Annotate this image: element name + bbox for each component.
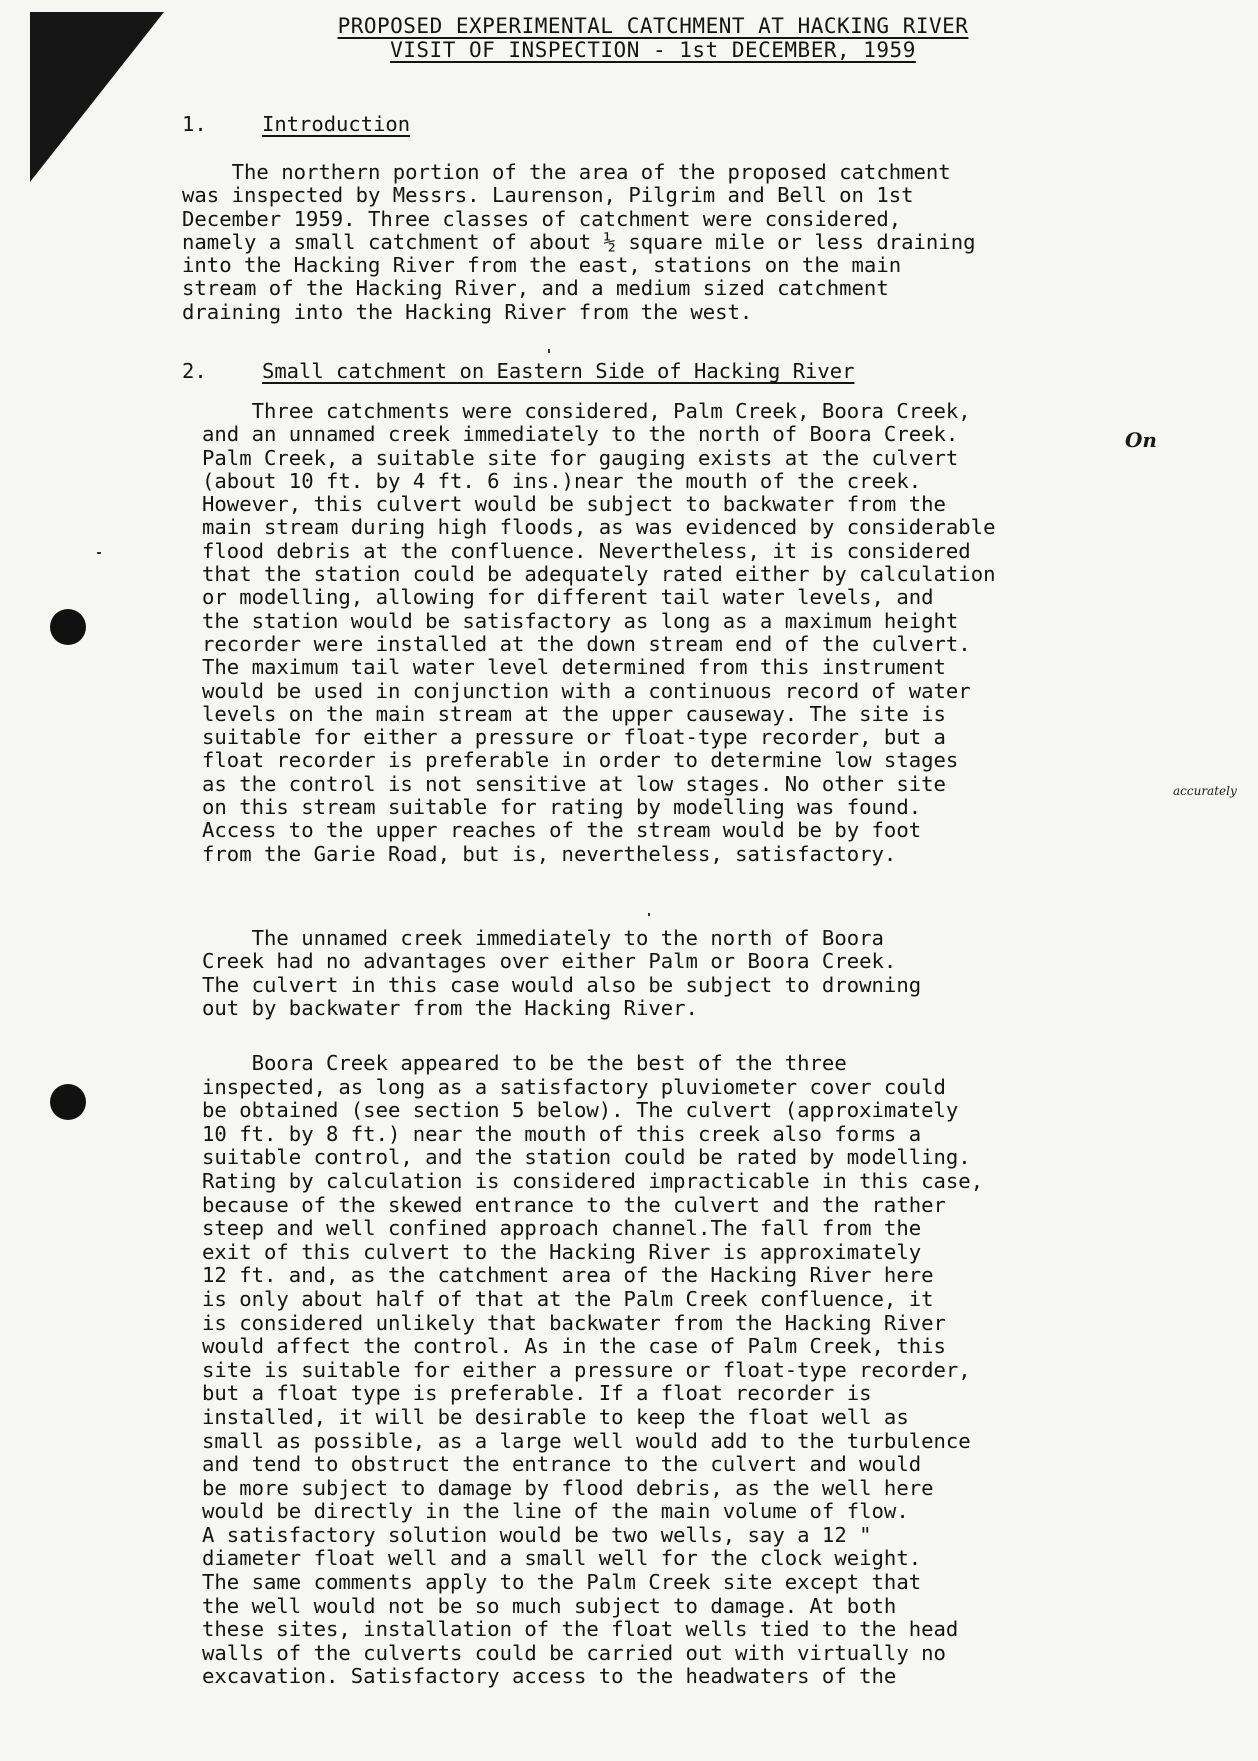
section-title: Introduction [262,112,411,136]
unnamed-creek-paragraph: The unnamed creek immediately to the north of Boora Creek had no advantages over either Palm or Boora Creek. The culvert in this case would also be subject to drowning out by backwater from the Hacking River. [202,926,922,1020]
section-number: 1. [182,112,207,136]
handwritten-annotation: accurately [1173,784,1237,798]
stray-mark [648,913,650,916]
punch-hole-upper [50,609,86,645]
stray-mark [548,349,550,353]
introduction-paragraph: The northern portion of the area of the proposed catchment was inspected by Messrs. Laurenson, Pilgrim and Bell on 1st December 1959. Three classes of catchment were considered, namely a small catchment of about ½ square mile or less draining into the Hacking River from the east, stations on the main stream of the Hacking River, and a medium sized catchment draining into the Hacking River from the west. [182,160,976,324]
section-title: Small catchment on Eastern Side of Hacking River [262,359,855,383]
catchments-paragraph: Three catchments were considered, Palm Creek, Boora Creek, and an unnamed creek immediately to the north of Boora Creek. Palm Creek, a suitable site for gauging exists at the culvert (about 10 ft. by 4 ft. 6 ins.)near the mouth of the creek. However, this culvert would be subject to backwater from the main stream during high floods, as was evidenced by considerable flood debris at the confluence. Nevertheless, it is considered that the station could be adequately rated either by calculation or modelling, allowing for different tail water levels, and the station would be satisfactory as long as a maximum height recorder were installed at the down stream end of the culvert. The maximum tail water level determined from this instrument would be used in conjunction with a continuous record of water levels on the main stream at the upper causeway. The site is suitable for either a pressure or float-type recorder, but a float recorder is preferable in order to determine low stages as the control is not sensitive at low stages. No other site on this stream suitable for rating by modelling was found. Access to the upper reaches of the stream would be by foot from the Garie Road, but is, nevertheless, satisfactory. [202,399,996,866]
handwritten-annotation: On [1125,428,1157,452]
section-heading-introduction [182,112,682,140]
document-title: PROPOSED EXPERIMENTAL CATCHMENT AT HACKING RIVER [337,14,969,38]
section-number: 2. [182,359,207,383]
section-heading-small-catchment [182,359,1082,387]
boora-creek-paragraph: Boora Creek appeared to be the best of the three inspected, as long as a satisfactory pluviometer cover could be obtained (see section 5 below). The culvert (approximately 10 ft. by 8 ft.) near the mouth of this creek also forms a suitable control, and the station could be rated by modelling. Rating by calculation is considered impracticable in this case, because of the skewed entrance to the culvert and the rather steep and well confined approach channel.The fall from the exit of this culvert to the Hacking River is approximately 12 ft. and, as the catchment area of the Hacking River here is only about half of that at the Palm Creek confluence, it is considered unlikely that backwater from the Hacking River would affect the control. As in the case of Palm Creek, this site is suitable for either a pressure or float-type recorder, but a float type is preferable. If a float recorder is installed, it will be desirable to keep the float well as small as possible, as a large well would add to the turbulence and tend to obstruct the entrance to the culvert and would be more subject to damage by flood debris, as the well here would be directly in the line of the main volume of flow. A satisfactory solution would be two wells, say a 12 " diameter float well and a small well for the clock weight. The same comments apply to the Palm Creek site except that the well would not be so much subject to damage. At both these sites, installation of the float wells tied to the head walls of the culverts could be carried out with virtually no excavation. Satisfactory access to the headwaters of the [202,1051,984,1689]
stray-mark [97,552,101,554]
punch-hole-lower [50,1084,86,1120]
document-subtitle: VISIT OF INSPECTION - 1st DECEMBER, 1959 [390,38,916,62]
